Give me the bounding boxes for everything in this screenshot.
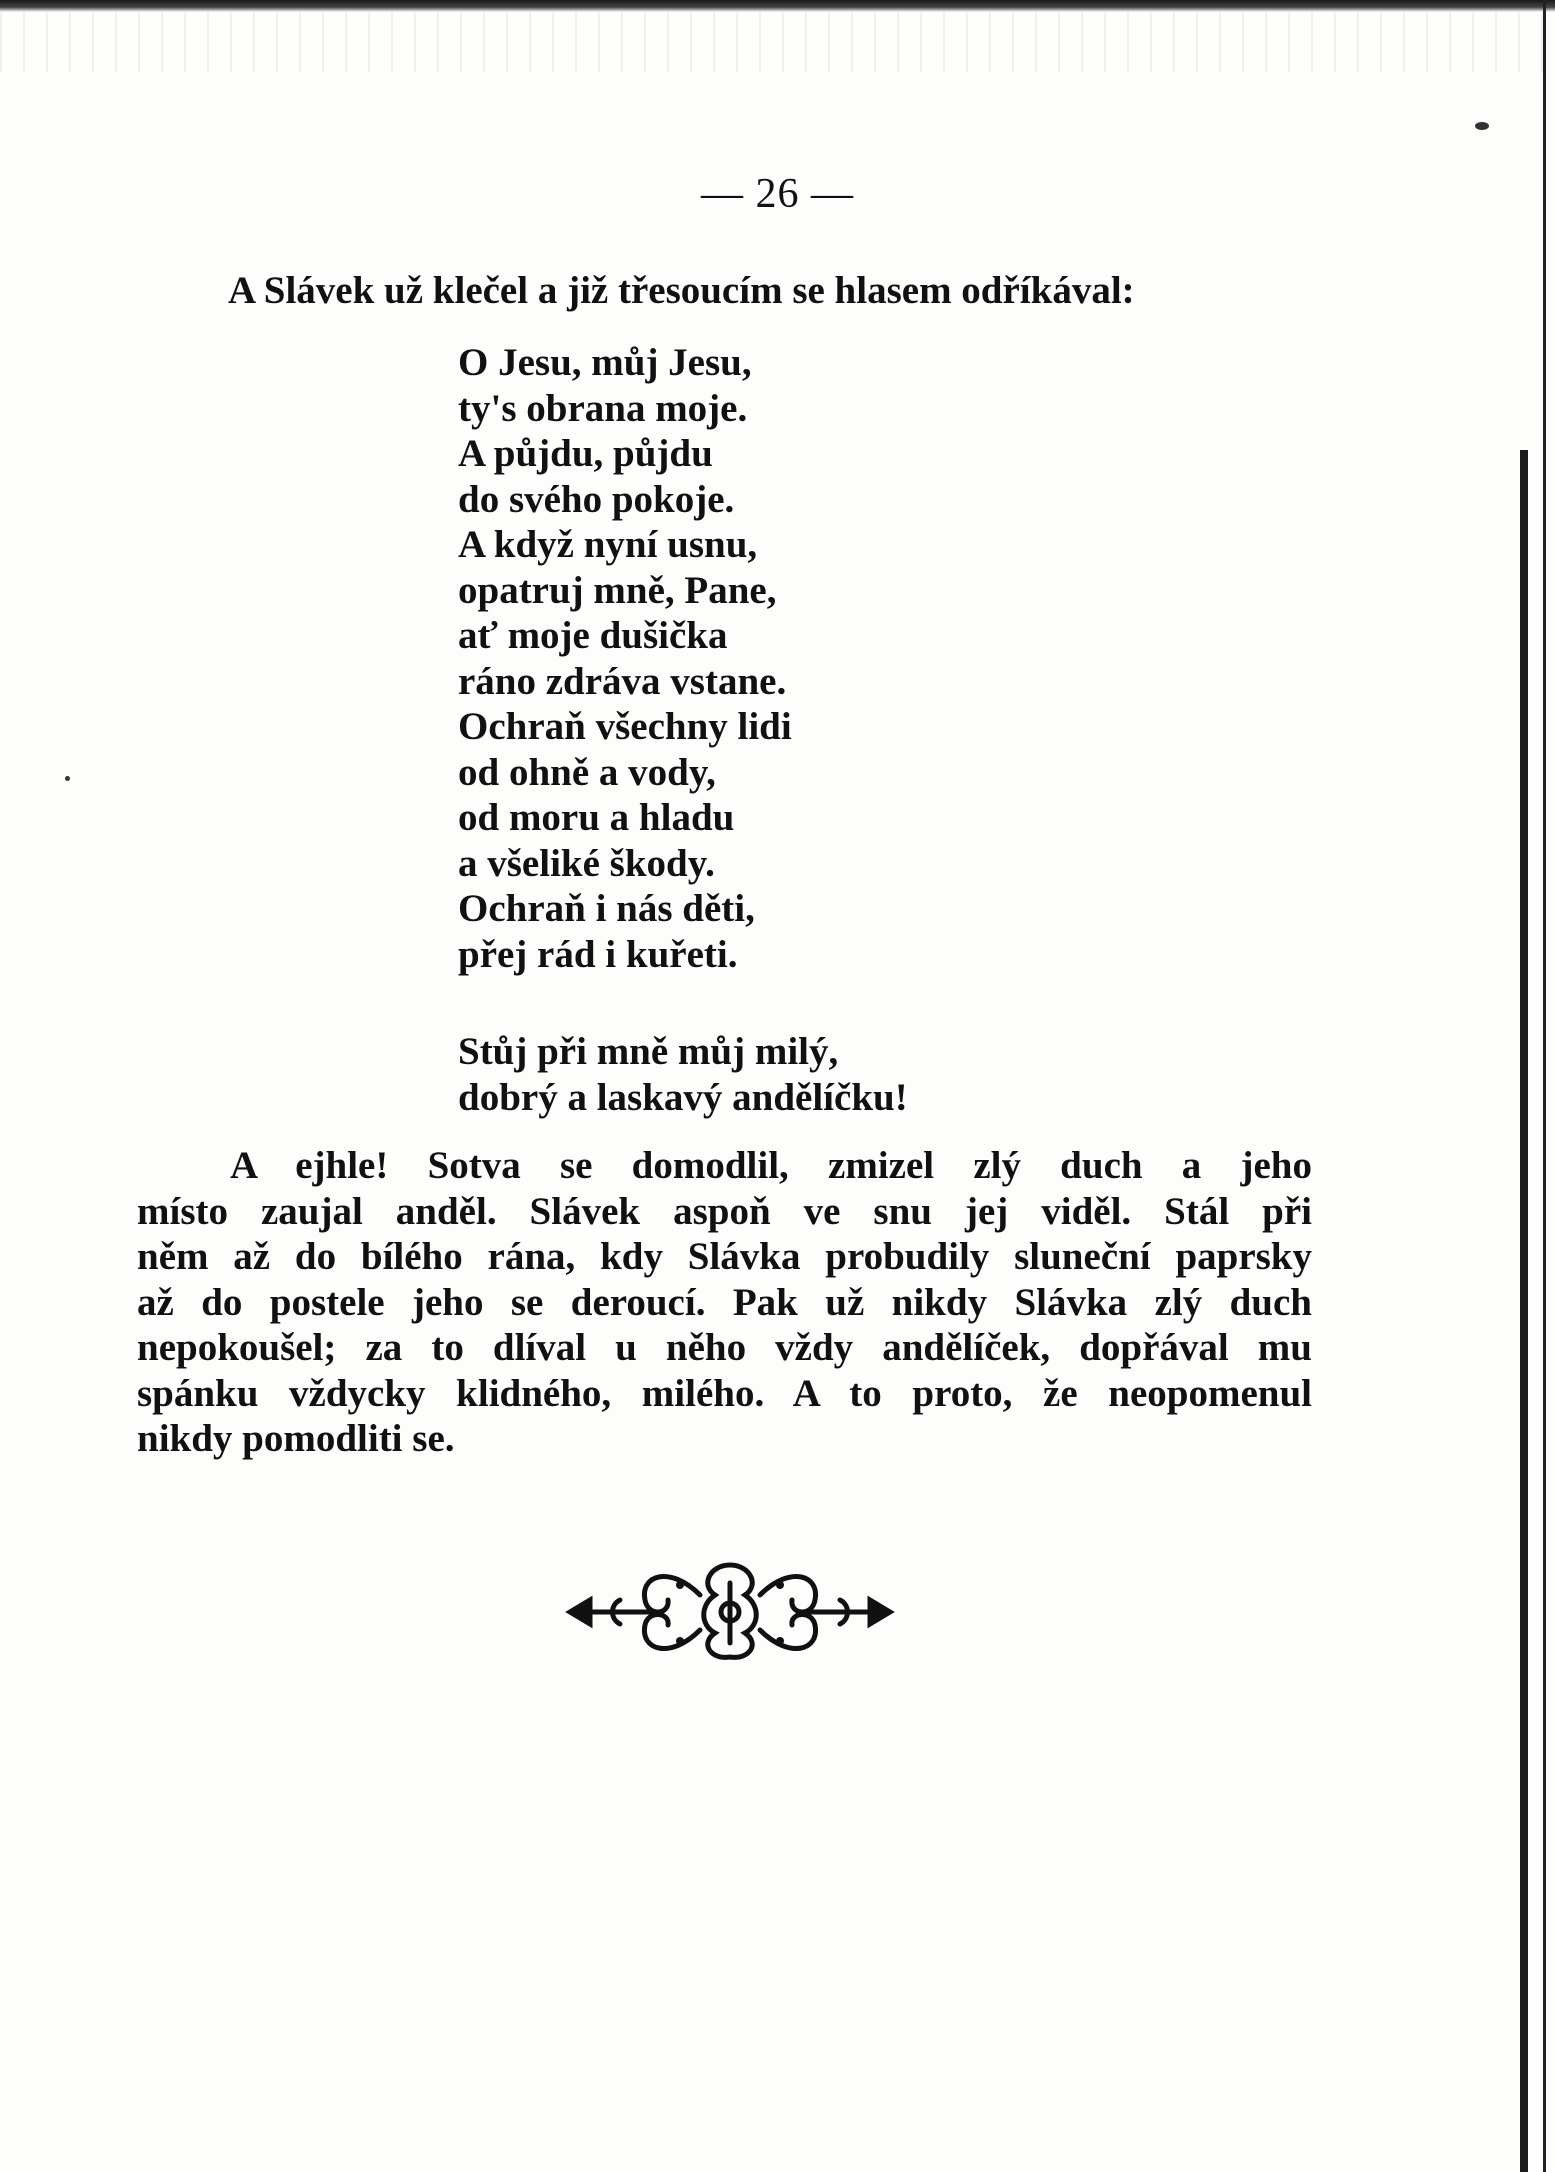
paragraph-line: nikdy pomodliti se. [137,1417,455,1460]
poem-line: O Jesu, můj Jesu, [458,341,752,384]
closing-paragraph [137,1143,1312,1462]
paragraph-line: nepokoušel; za to dlíval u něho vždy andělíček, dopřával mu [137,1326,1312,1369]
scan-top-speckle [0,12,1555,72]
prayer-poem [458,340,908,1120]
poem-line: A když nyní usnu, [458,523,758,566]
paragraph-line: až do postele jeho se deroucí. Pak už nikdy Slávka zlý duch [137,1280,1312,1324]
paragraph-line: spánku vždycky klidného, milého. A to proto, že neopomenul [137,1371,1312,1415]
poem-line: ty's obrana moje. [458,386,748,430]
poem-line: přej rád i kuřeti. [458,932,738,976]
poem-line: od ohně a vody, [458,750,716,794]
poem-line: od moru a hladu [458,796,735,839]
stanza-gap [458,977,908,1029]
paragraph-line: místo zaujal anděl. Slávek aspoň ve snu jej viděl. Stál při [137,1189,1312,1233]
scan-speck [65,776,70,781]
scan-binding-shadow [1520,450,1528,2172]
poem-line: Ochraň všechny lidi [458,705,792,748]
poem-line: ráno zdráva vstane. [458,659,787,703]
poem-line: A půjdu, půjdu [458,432,713,475]
intro-line: A Slávek už klečel a již třesoucím se hlasem odříkával: [228,269,1135,312]
poem-line: ať moje dušička [458,614,728,657]
poem-closing-line: Stůj při mně můj milý, [458,1030,839,1073]
printer-ornament-icon [560,1555,900,1665]
paragraph-line: A ejhle! Sotva se domodlil, zmizel zlý duch a jeho [230,1144,1312,1187]
page-number: — 26 — [701,171,854,217]
scan-right-edge [1543,0,1546,2172]
paragraph-line: něm až do bílého rána, kdy Slávka probudily sluneční paprsky [137,1235,1312,1278]
poem-closing-line: dobrý a laskavý andělíčku! [458,1075,908,1119]
scan-top-edge [0,0,1555,12]
poem-line: a všeliké škody. [458,841,715,885]
poem-line: do svého pokoje. [458,477,735,521]
poem-line: opatruj mně, Pane, [458,568,777,612]
poem-line: Ochraň i nás děti, [458,887,755,930]
scan-speck [1475,122,1489,130]
